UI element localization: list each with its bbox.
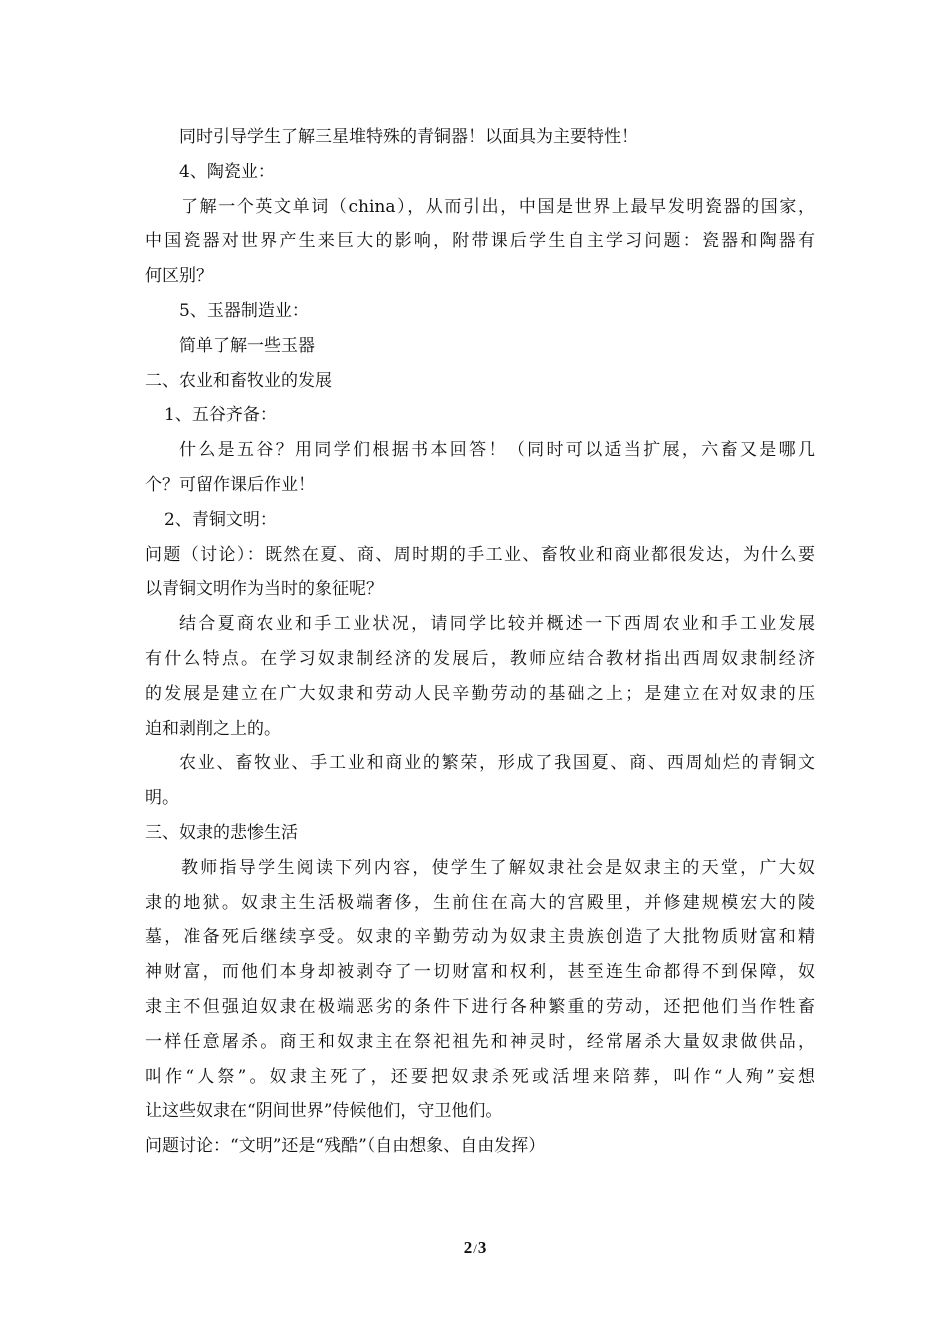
list-item-heading: 4、陶瓷业： [179,161,275,182]
list-item-heading: 1、五谷齐备： [164,405,277,426]
paragraph-line: 结合夏商农业和手工业状况，请同学比较并概述一下西周农业和手工业发展 [179,614,815,635]
paragraph-line: 教师指导学生阅读下列内容，使学生了解奴隶社会是奴隶主的天堂，广大奴 [181,857,815,878]
paragraph-line: 墓，准备死后继续享受。奴隶的辛勤劳动为奴隶主贵族创造了大批物质财富和精 [145,927,815,948]
paragraph-line: 隶的地狱。奴隶主生活极端奢侈，生前住在高大的宫殿里，并修建规模宏大的陵 [145,892,815,913]
discussion-question: 问题讨论：“文明”还是“残酷”（自由想象、自由发挥） [145,1136,546,1157]
paragraph-line: 有什么特点。在学习奴隶制经济的发展后，教师应结合教材指出西周奴隶制经济 [145,648,815,669]
paragraph-line: 简单了解一些玉器 [179,335,315,356]
section-heading: 三、奴隶的悲惨生活 [145,822,298,843]
page-number [0,1238,950,1258]
paragraph-line: 隶主不但强迫奴隶在极端恶劣的条件下进行各种繁重的劳动，还把他们当作牲畜 [145,996,815,1017]
paragraph-line: 迫和剥削之上的。 [145,718,281,739]
page-separator: / [473,1241,477,1256]
paragraph-line: 何区别？ [145,266,213,287]
total-page-count: 3 [477,1238,487,1257]
paragraph-line: 神财富，而他们本身却被剥夺了一切财富和权利，甚至连生命都得不到保障，奴 [145,962,815,983]
paragraph-line: 问题（讨论）：既然在夏、商、周时期的手工业、畜牧业和商业都很发达，为什么要 [145,544,815,565]
current-page-number: 2 [463,1238,473,1257]
section-heading: 二、农业和畜牧业的发展 [145,370,332,391]
paragraph-line: 同时引导学生了解三星堆特殊的青铜器！以面具为主要特性！ [179,127,638,147]
list-item-heading: 5、玉器制造业： [179,300,309,321]
paragraph-line: 一样任意屠杀。商王和奴隶主在祭祀祖先和神灵时，经常屠杀大量奴隶做供品， [145,1031,815,1052]
paragraph-line: 叫作“人祭”。奴隶主死了，还要把奴隶杀死或活埋来陪葬，叫作“人殉”妄想 [145,1066,815,1087]
paragraph-line: 了解一个英文单词（china），从而引出，中国是世界上最早发明瓷器的国家， [181,196,815,217]
paragraph-line: 明。 [145,788,179,809]
paragraph-line: 中国瓷器对世界产生来巨大的影响，附带课后学生自主学习问题：瓷器和陶器有 [145,231,815,252]
list-item-heading: 2、青铜文明： [164,509,277,530]
paragraph-line: 让这些奴隶在“阴间世界”侍候他们，守卫他们。 [145,1101,503,1122]
paragraph-line: 什么是五谷？用同学们根据书本回答！（同时可以适当扩展，六畜又是哪几 [179,440,815,461]
paragraph-line: 农业、畜牧业、手工业和商业的繁荣，形成了我国夏、商、西周灿烂的青铜文 [179,753,815,774]
paragraph-line: 以青铜文明作为当时的象征呢？ [145,579,383,600]
paragraph-line: 的发展是建立在广大奴隶和劳动人民辛勤劳动的基础之上；是建立在对奴隶的压 [145,683,815,704]
document-body [145,120,815,1164]
paragraph-line: 个？可留作课后作业！ [145,474,315,495]
